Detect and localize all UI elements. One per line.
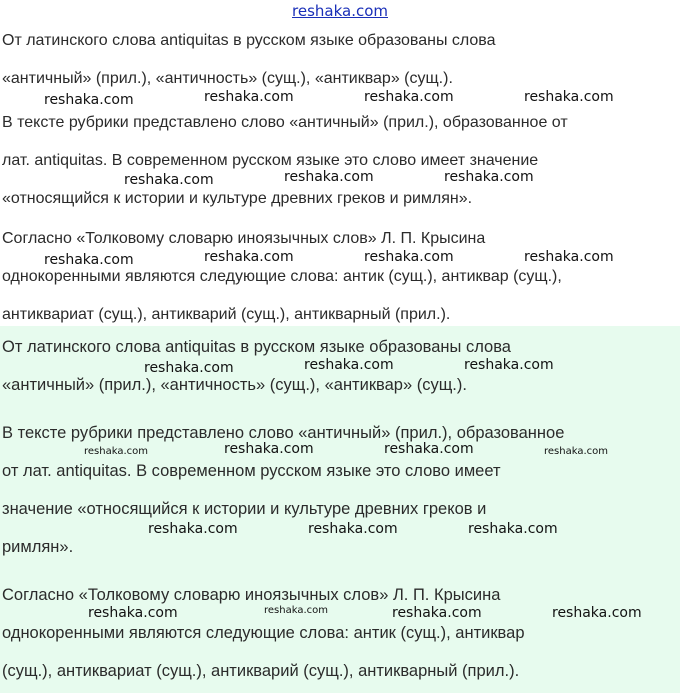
watermark: reshaka.com [524, 89, 614, 105]
watermark: reshaka.com [84, 446, 148, 457]
site-header-link[interactable]: reshaka.com [292, 2, 388, 20]
watermark: reshaka.com [384, 441, 474, 457]
watermark: reshaka.com [392, 605, 482, 621]
watermark: reshaka.com [88, 605, 178, 621]
watermark: reshaka.com [148, 521, 238, 537]
watermark: reshaka.com [144, 360, 234, 376]
watermark: reshaka.com [44, 92, 134, 108]
watermark: reshaka.com [224, 441, 314, 457]
watermark: reshaka.com [124, 172, 214, 188]
watermark: reshaka.com [544, 446, 608, 457]
watermark: reshaka.com [308, 521, 398, 537]
watermark: reshaka.com [304, 357, 394, 373]
watermark: reshaka.com [552, 605, 642, 621]
paragraph-1: От латинского слова antiquitas в русском языке образованы слова «античный» (прил.), «античность» (сущ.), «антиквар» (сущ.). [2, 32, 496, 87]
watermark: reshaka.com [204, 89, 294, 105]
paragraph-2: В тексте рубрики представлено слово «античный» (прил.), образованное от лат. antiquitas. В современном русском языке это слово имеет значение «относящийся к истории и культуре древних греков и римлян». [2, 424, 565, 556]
watermark: reshaka.com [44, 252, 134, 268]
watermark: reshaka.com [524, 249, 614, 265]
watermark: reshaka.com [264, 605, 328, 616]
watermark: reshaka.com [364, 89, 454, 105]
paragraph-2: В тексте рубрики представлено слово «античный» (прил.), образованное от лат. antiquitas. В современном русском языке это слово имеет значение «относящийся к истории и культуре древних греков и римлян». [2, 114, 568, 207]
paragraph-3: Согласно «Толковому словарю иноязычных слов» Л. П. Крысина однокоренными являются следующие слова: антик (сущ.), антиквар (сущ.), антиквариат (сущ.), антикварий (сущ.), антикварный (прил.). [2, 586, 525, 680]
paragraph-3: Согласно «Толковому словарю иноязычных слов» Л. П. Крысина однокоренными являются следующие слова: антик (сущ.), антиквар (сущ.), антиквариат (сущ.), антикварий (сущ.), антикварный (прил.). [2, 230, 562, 323]
answer-block-green [0, 326, 680, 693]
watermark: reshaka.com [364, 249, 454, 265]
watermark: reshaka.com [284, 169, 374, 185]
watermark: reshaka.com [204, 249, 294, 265]
watermark: reshaka.com [444, 169, 534, 185]
paragraph-1: От латинского слова antiquitas в русском языке образованы слова «античный» (прил.), «античность» (сущ.), «антиквар» (сущ.). [2, 338, 511, 394]
watermark: reshaka.com [464, 357, 554, 373]
watermark: reshaka.com [468, 521, 558, 537]
